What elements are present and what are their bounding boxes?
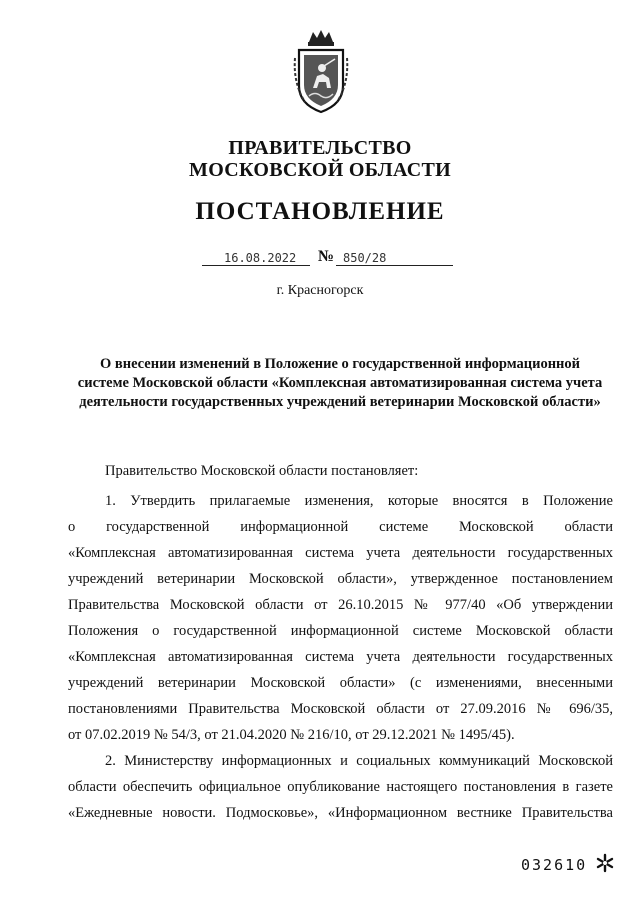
title-line: деятельности государственных учреждений ветеринарии Московской области»: [79, 394, 601, 410]
coat-of-arms-icon: [291, 28, 351, 114]
number-underline: [336, 265, 453, 266]
serial-number: 032610: [521, 856, 588, 874]
body-line: постановлениями Правительства Московской области от 27.09.2016 № 696/35,: [68, 701, 613, 717]
document-body: [68, 458, 613, 826]
date-number-line: [200, 250, 455, 270]
body-line: «Ежедневные новости. Подмосковье», «Информационном вестнике Правительства: [68, 805, 613, 821]
title-line: системе Московской области «Комплексная автоматизированная система учета: [77, 375, 603, 391]
decree-number: 850/28: [343, 251, 387, 265]
body-line: 2. Министерству информационных и социальных коммуникаций Московской: [105, 753, 613, 769]
body-line: о государственной информационной системе Московской области: [68, 519, 613, 535]
body-line: Правительство Московской области постановляет:: [105, 463, 419, 479]
gov-line-1: ПРАВИТЕЛЬСТВО: [228, 137, 412, 159]
body-line: учреждений ветеринарии Московской области», утвержденное постановлением: [68, 571, 613, 587]
city: г. Красногорск: [276, 283, 364, 298]
body-line: 1. Утвердить прилагаемые изменения, которые вносятся в Положение: [105, 493, 613, 509]
decree-type: ПОСТАНОВЛЕНИЕ: [195, 198, 445, 225]
body-line: Правительства Московской области от 26.10.2015 № 977/40 «Об утверждении: [68, 597, 613, 613]
body-line: области обеспечить официальное опубликование настоящего постановления в газете: [68, 779, 613, 795]
asterisk-icon: [594, 852, 616, 874]
body-line: «Комплексная автоматизированная система учета деятельности государственных: [68, 545, 613, 561]
body-line: учреждений ветеринарии Московской области» (с изменениями, внесенными: [68, 675, 613, 691]
number-sign: №: [318, 248, 335, 265]
document-title: [60, 355, 620, 412]
title-line: О внесении изменений в Положение о государственной информационной: [99, 356, 581, 372]
decree-date: 16.08.2022: [224, 251, 297, 265]
date-underline: [202, 265, 310, 266]
body-line: Положения о государственной информационной системе Московской области: [68, 623, 613, 639]
gov-line-2: МОСКОВСКОЙ ОБЛАСТИ: [189, 159, 451, 181]
government-name: [0, 137, 640, 181]
body-line: от 07.02.2019 № 54/3, от 21.04.2020 № 216/10, от 29.12.2021 № 1495/45).: [68, 727, 515, 743]
body-line: «Комплексная автоматизированная система учета деятельности государственных: [68, 649, 613, 665]
